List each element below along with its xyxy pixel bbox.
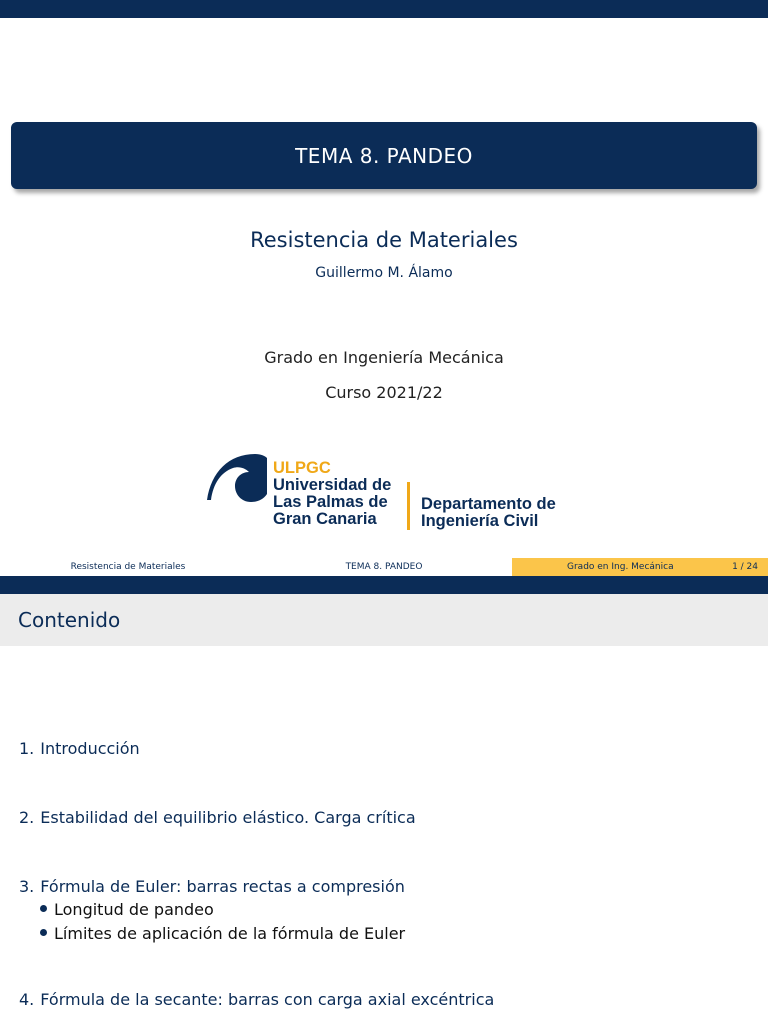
footer-center <box>256 558 512 576</box>
toc-label: Introducción <box>40 739 140 758</box>
top-bar <box>0 0 768 18</box>
toc-number: 1. <box>19 739 35 758</box>
toc-label: Fórmula de la secante: barras con carga axial excéntrica <box>40 990 495 1009</box>
bullet-icon <box>40 929 47 936</box>
toc-number: 2. <box>19 808 35 827</box>
university-name <box>273 460 391 528</box>
toc-subitem[interactable] <box>40 900 214 919</box>
title-box <box>11 122 757 189</box>
toc-number: 4. <box>19 990 35 1009</box>
logo-line3: Gran Canaria <box>273 510 377 528</box>
footer-right <box>512 558 768 576</box>
logo-line1: Universidad de <box>273 476 392 494</box>
toc-item[interactable] <box>19 739 140 758</box>
toc-number: 3. <box>19 877 35 896</box>
toc-sublabel: Límites de aplicación de la fórmula de Euler <box>54 924 406 943</box>
contents-slide <box>0 576 768 1024</box>
logo-divider <box>407 482 410 530</box>
degree-name: Grado en Ingeniería Mecánica <box>264 348 504 367</box>
toc-item[interactable] <box>19 877 405 896</box>
slide-title: TEMA 8. PANDEO <box>295 143 473 168</box>
ulpgc-logo <box>205 450 585 535</box>
logo-acronym: ULPGC <box>273 459 331 477</box>
dept-line1: Departamento de <box>421 495 556 513</box>
toc-label: Estabilidad del equilibrio elástico. Carga crítica <box>40 808 416 827</box>
footer-left <box>0 558 256 576</box>
footer-degree: Grado en Ing. Mecánica <box>567 562 674 572</box>
logo-line2: Las Palmas de <box>273 493 388 511</box>
toc-label: Fórmula de Euler: barras rectas a compresión <box>40 877 405 896</box>
dept-line2: Ingeniería Civil <box>421 512 539 530</box>
author-name: Guillermo M. Álamo <box>315 265 453 281</box>
toc-item[interactable] <box>19 990 494 1009</box>
frame-header <box>0 594 768 646</box>
footer-subject: Resistencia de Materiales <box>70 562 186 572</box>
page-number: 1 / 24 <box>732 562 758 572</box>
subject-title: Resistencia de Materiales <box>250 228 518 252</box>
top-bar <box>0 576 768 594</box>
ulpgc-logo-mark-icon <box>205 450 267 506</box>
course-year: Curso 2021/22 <box>325 383 443 402</box>
bullet-icon <box>40 905 47 912</box>
footer-title: TEMA 8. PANDEO <box>345 562 423 572</box>
toc-item[interactable] <box>19 808 416 827</box>
toc-subitem[interactable] <box>40 924 405 943</box>
frame-title: Contenido <box>18 608 121 632</box>
slide-footer <box>0 558 768 576</box>
toc-sublabel: Longitud de pandeo <box>54 900 214 919</box>
department-name <box>421 496 556 530</box>
